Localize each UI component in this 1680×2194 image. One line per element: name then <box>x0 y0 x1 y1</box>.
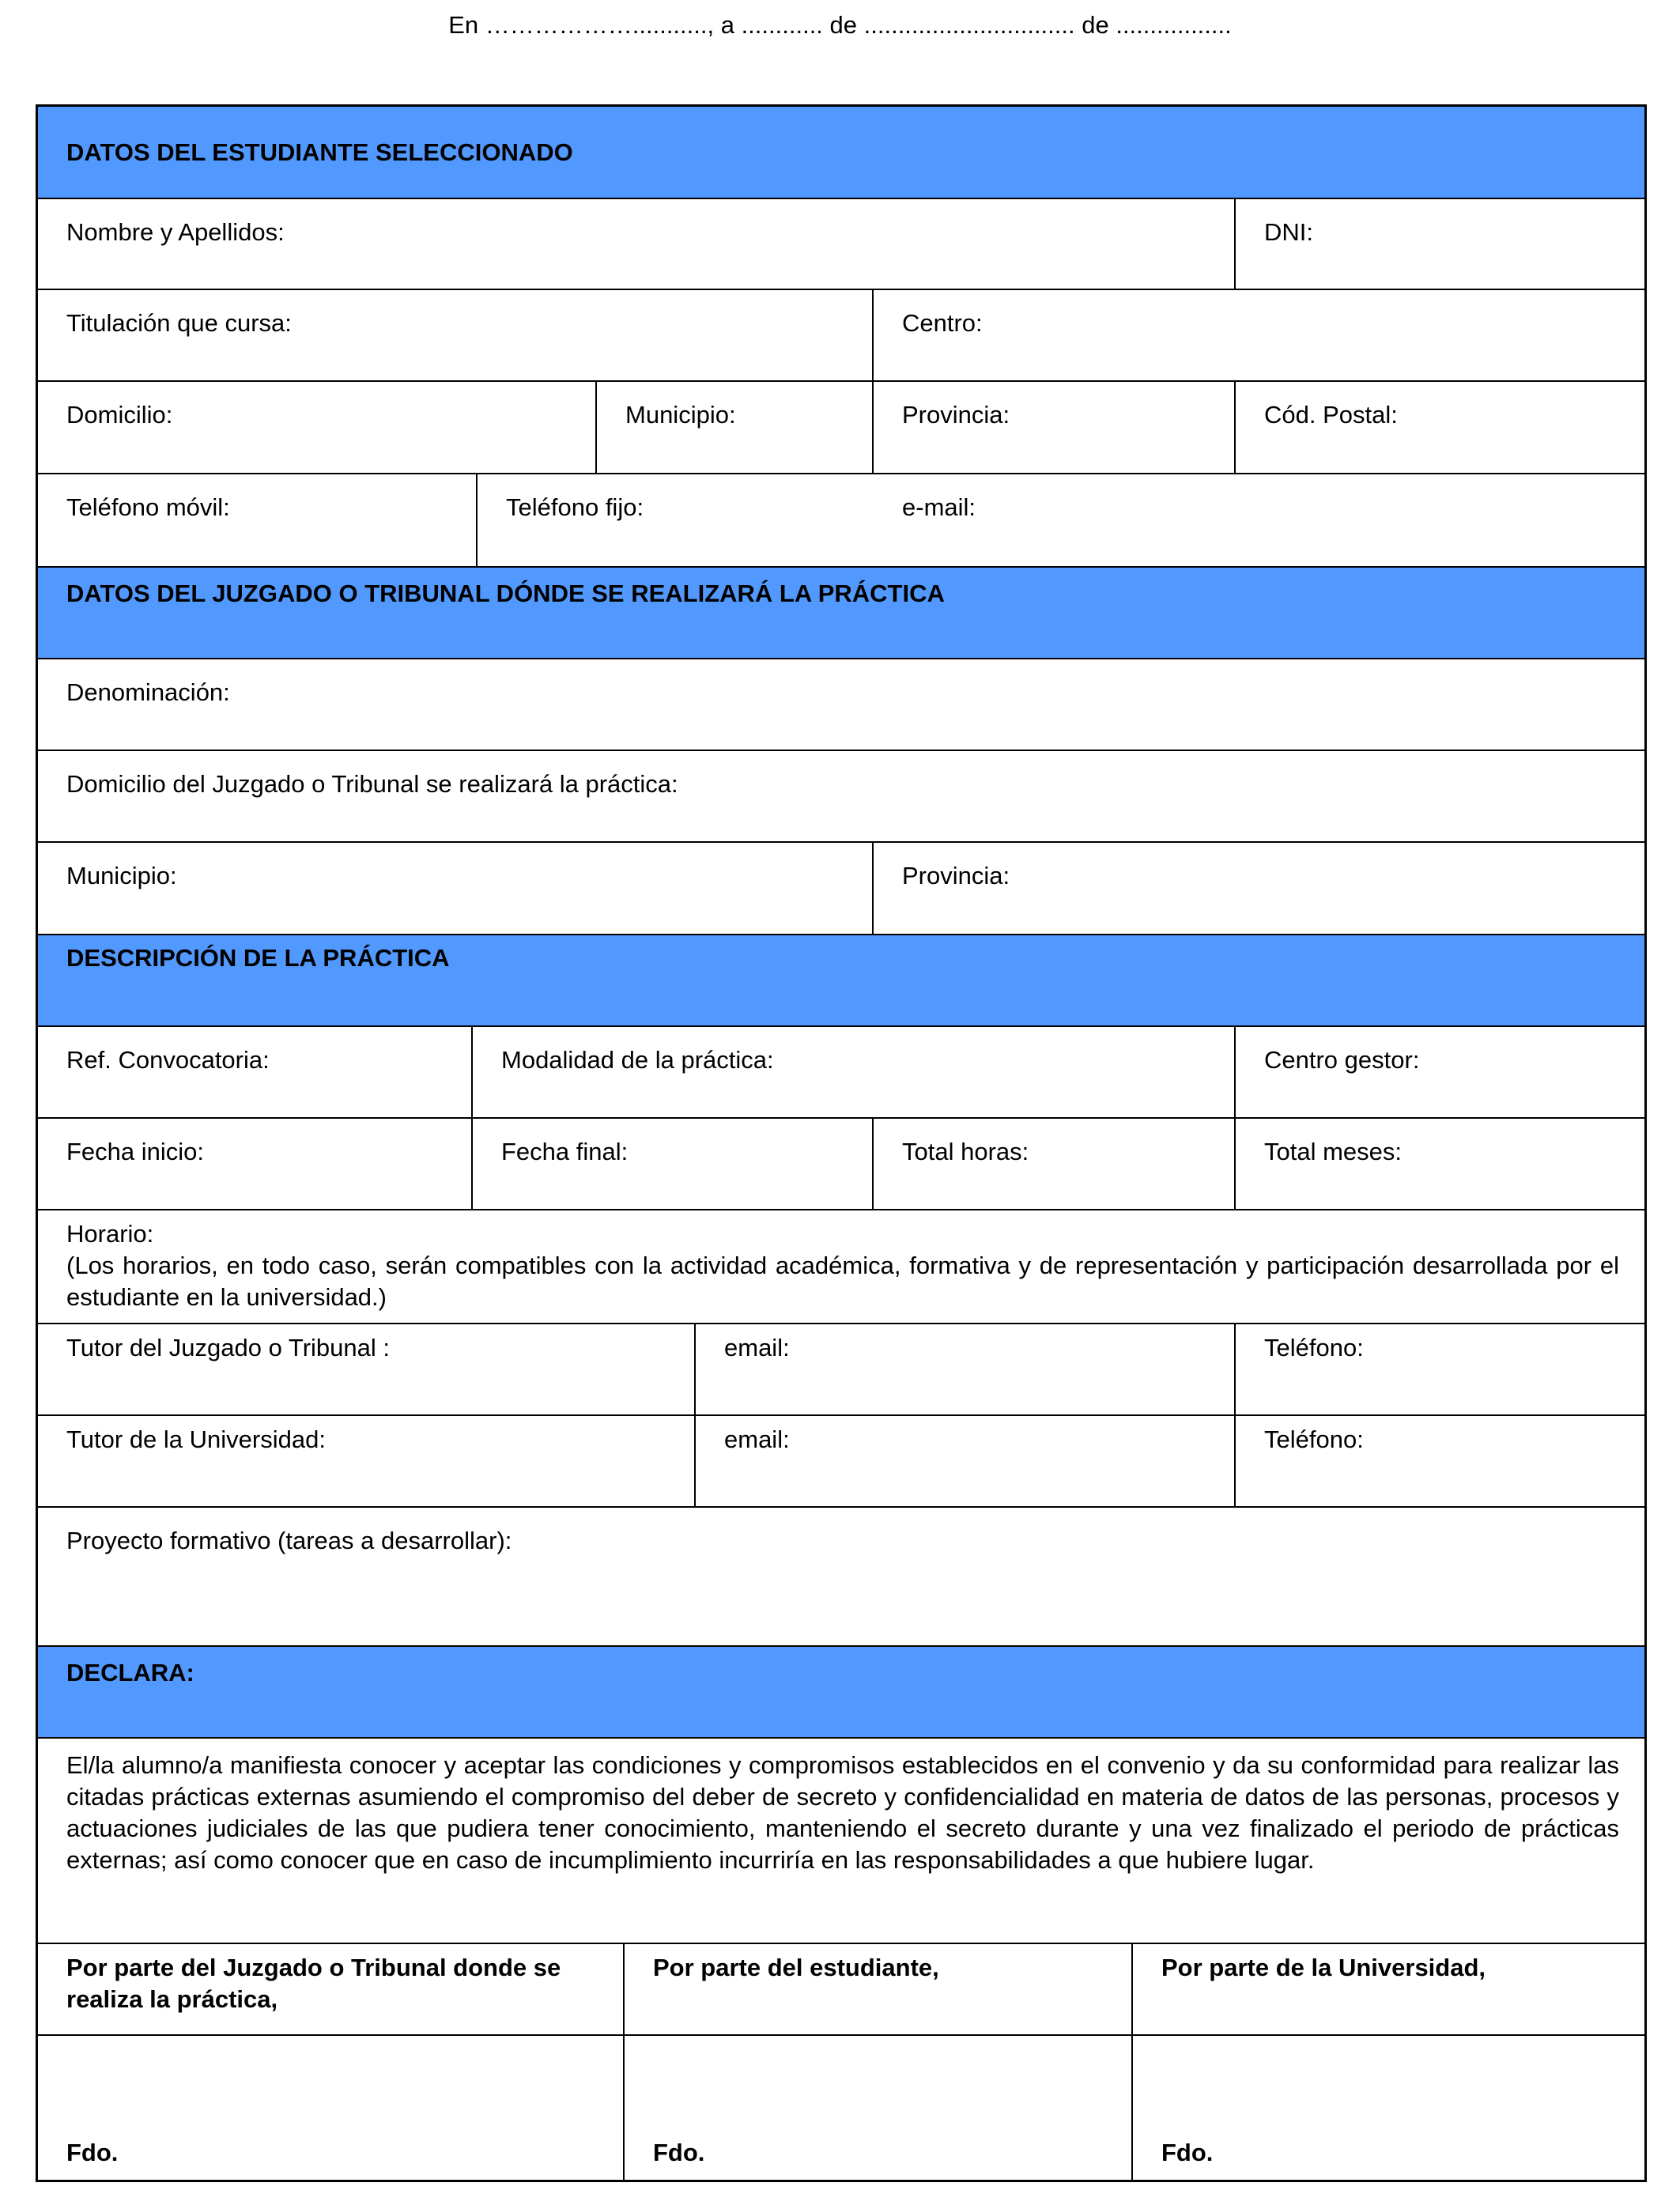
signature-court-box[interactable] <box>38 2036 623 2180</box>
student-email-field[interactable]: e-mail: <box>902 493 976 521</box>
court-tutor-phone-field[interactable]: Teléfono: <box>1264 1334 1364 1361</box>
court-denomination-field[interactable]: Denominación: <box>66 678 230 706</box>
uni-tutor-phone-field[interactable]: Teléfono: <box>1264 1426 1364 1453</box>
signature-court-label: Por parte del Juzgado o Tribunal donde se realiza la práctica, <box>66 1954 561 2013</box>
practice-hours-field[interactable]: Total horas: <box>902 1138 1029 1165</box>
student-mobile-field[interactable]: Teléfono móvil: <box>66 493 230 521</box>
court-province-field[interactable]: Provincia: <box>902 862 1010 889</box>
date-line: En ………………..........., a ............ de ............................... de ................. <box>448 11 1232 39</box>
student-municipality-field[interactable]: Municipio: <box>625 401 736 429</box>
section-student-header: DATOS DEL ESTUDIANTE SELECCIONADO <box>38 107 1644 198</box>
practice-end-field[interactable]: Fecha final: <box>501 1138 629 1165</box>
court-tutor-field[interactable]: Tutor del Juzgado o Tribunal : <box>66 1334 390 1361</box>
student-dni-field[interactable]: DNI: <box>1264 218 1313 246</box>
signature-court-fdo: Fdo. <box>66 2139 119 2166</box>
student-address-field[interactable]: Domicilio: <box>66 401 173 429</box>
declaration-text: El/la alumno/a manifiesta conocer y aceptar las condiciones y compromisos establecidos en el convenio y da su conformidad para realizar las citadas prácticas externas asumiendo el compromiso del deber de secreto y confidencialidad en materia de datos de las personas, procesos y actuaciones judiciales de las que pudiera tener conocimiento, manteniendo el secreto durante y una vez finalizado el periodo de prácticas externas; así como conocer que en caso de incumplimiento incurriría en las responsabilidades a que hubiere lugar. <box>66 1751 1619 1874</box>
student-degree-field[interactable]: Titulación que cursa: <box>66 309 292 337</box>
schedule-label: Horario: <box>66 1220 154 1248</box>
practice-ref-field[interactable]: Ref. Convocatoria: <box>66 1046 270 1074</box>
uni-tutor-field[interactable]: Tutor de la Universidad: <box>66 1426 326 1453</box>
practice-modality-field[interactable]: Modalidad de la práctica: <box>501 1046 774 1074</box>
court-municipality-field[interactable]: Municipio: <box>66 862 177 889</box>
student-postal-code-field[interactable]: Cód. Postal: <box>1264 401 1398 429</box>
practice-manager-field[interactable]: Centro gestor: <box>1264 1046 1420 1074</box>
signature-university-label: Por parte de la Universidad, <box>1161 1954 1486 1981</box>
student-name-field[interactable]: Nombre y Apellidos: <box>66 218 285 246</box>
rule <box>36 1645 1647 1647</box>
signature-university-fdo: Fdo. <box>1161 2139 1214 2166</box>
student-center-field[interactable]: Centro: <box>902 309 983 337</box>
court-address-field[interactable]: Domicilio del Juzgado o Tribunal se realizará la práctica: <box>66 770 678 798</box>
rule <box>36 934 1647 935</box>
signature-university-box[interactable] <box>1133 2036 1644 2180</box>
court-tutor-email-field[interactable]: email: <box>724 1334 790 1361</box>
section-declares-header: DECLARA: <box>38 1646 1644 1737</box>
uni-tutor-email-field[interactable]: email: <box>724 1426 790 1453</box>
section-court-header: DATOS DEL JUZGADO O TRIBUNAL DÓNDE SE REALIZARÁ LA PRÁCTICA <box>38 567 1644 658</box>
project-field[interactable]: Proyecto formativo (tareas a desarrollar): <box>66 1527 512 1554</box>
schedule-field[interactable] <box>38 1210 1644 1323</box>
rule <box>36 566 1647 568</box>
student-province-field[interactable]: Provincia: <box>902 401 1010 429</box>
signature-student-box[interactable] <box>625 2036 1131 2180</box>
student-landline-field[interactable]: Teléfono fijo: <box>506 493 644 521</box>
practice-start-field[interactable]: Fecha inicio: <box>66 1138 205 1165</box>
signature-student-label: Por parte del estudiante, <box>653 1954 939 1981</box>
section-practice-header: DESCRIPCIÓN DE LA PRÁCTICA <box>38 935 1644 1025</box>
schedule-note: (Los horarios, en todo caso, serán compatibles con la actividad académica, formativa y de representación y participación desarrollada por el estudiante en la universidad.) <box>66 1252 1619 1311</box>
practice-months-field[interactable]: Total meses: <box>1264 1138 1403 1165</box>
signature-student-fdo: Fdo. <box>653 2139 705 2166</box>
